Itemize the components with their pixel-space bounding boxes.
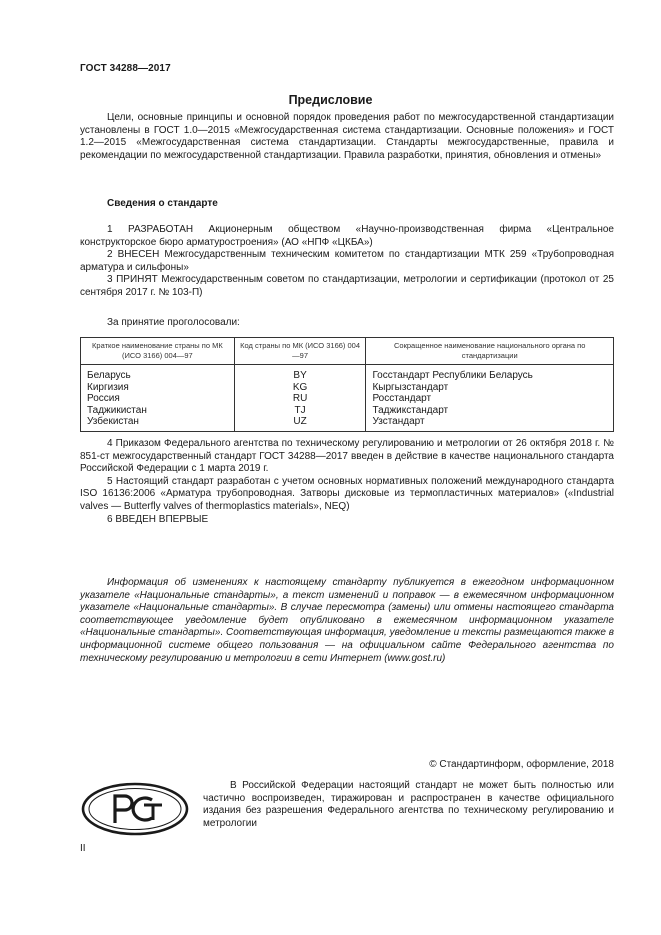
list-item: 6 ВВЕДЕН ВПЕРВЫЕ	[107, 513, 209, 525]
table-row	[81, 382, 614, 394]
legal-notice	[203, 780, 614, 830]
rst-mark-icon	[81, 782, 189, 836]
legal-paragraph: В Российской Федерации настоящий стандарт не может быть полностью или частично воспроизведен, тиражирован и распространен в качестве официального издания без разрешения Федерального агентства по техническому регулированию и метрологии	[203, 780, 614, 829]
cell-body: Таджикстандарт	[366, 405, 614, 417]
column-header-code: Код страны по МК (ИСО 3166) 004—97	[234, 338, 366, 365]
cell-country: Россия	[81, 393, 235, 405]
intro-paragraph: Цели, основные принципы и основной порядок проведения работ по межгосударственной стандартизации установлены в ГОСТ 1.0—2015 «Межгосударственная система стандартизации. Основные положения» и ГОСТ 1.2—2015 «Межгосударственная система стандартизации. Стандарты межгосударственные, правила и рекомендации по межгосударственной стандартизации. Правила разработки, принятия, обновления и отмены»	[80, 112, 614, 161]
table-row	[81, 365, 614, 382]
list-item: 5 Настоящий стандарт разработан с учетом основных нормативных положений международного стандарта ISO 16136:2006 «Арматура трубопроводная. Затворы дисковые из термопластичных материалов» («Industrial valves — Butterfly valves of thermoplastics materials», NEQ)	[80, 475, 614, 512]
cell-country: Киргизия	[81, 382, 235, 394]
cell-country: Узбекистан	[81, 416, 235, 431]
voting-table	[80, 337, 614, 432]
standard-info-list	[80, 224, 614, 300]
cell-body: Госстандарт Республики Беларусь	[366, 365, 614, 382]
cell-body: Кыргызстандарт	[366, 382, 614, 394]
table-row	[81, 393, 614, 405]
document-code: ГОСТ 34288—2017	[80, 63, 171, 74]
cell-code: UZ	[234, 416, 366, 431]
column-header-body: Сокращенное наименование национального органа по стандартизации	[366, 338, 614, 365]
cell-code: RU	[234, 393, 366, 405]
cell-code: BY	[234, 365, 366, 382]
cell-country: Беларусь	[81, 365, 235, 382]
cell-body: Росстандарт	[366, 393, 614, 405]
column-header-country: Краткое наименование страны по МК (ИСО 3166) 004—97	[81, 338, 235, 365]
adoption-info-list	[80, 438, 614, 526]
list-item: 3 ПРИНЯТ Межгосударственным советом по стандартизации, метрологии и сертификации (протокол от 25 сентября 2017 г. № 103-П)	[80, 274, 614, 298]
votes-label: За принятие проголосовали:	[107, 317, 240, 328]
changes-info-block	[80, 577, 614, 665]
table-row	[81, 405, 614, 417]
copyright-notice: © Стандартинформ, оформление, 2018	[429, 759, 614, 770]
cell-country: Таджикистан	[81, 405, 235, 417]
table-row	[81, 416, 614, 431]
section-subtitle: Сведения о стандарте	[107, 198, 218, 209]
table-header-row	[81, 338, 614, 365]
intro-block	[80, 112, 614, 162]
changes-info-paragraph: Информация об изменениях к настоящему стандарту публикуется в ежегодном информационном указателе «Национальные стандарты», а текст изменений и поправок — в ежемесячном информационном указателе «Национальные стандарты». В случае пересмотра (замены) или отмены настоящего стандарта соответствующее уведомление будет опубликовано в ежемесячном информационном указателе «Национальные стандарты». Соответствующая информация, уведомление и тексты размещаются также в информационной системе общего пользования — на официальном сайте Федерального агентства по техническому регулированию и метрологии в сети Интернет (www.gost.ru)	[80, 577, 614, 664]
list-item: 2 ВНЕСЕН Межгосударственным техническим комитетом по стандартизации МТК 259 «Трубопроводная арматура и сильфоны»	[80, 249, 614, 273]
page-title: Предисловие	[288, 93, 373, 107]
cell-body: Узстандарт	[366, 416, 614, 431]
list-item: 4 Приказом Федерального агентства по техническому регулированию и метрологии от 26 октября 2018 г. № 851-ст межгосударственный стандарт ГОСТ 34288—2017 введен в действие в качестве национального стандарта Российской Федерации с 1 марта 2019 г.	[80, 438, 614, 475]
list-item: 1 РАЗРАБОТАН Акционерным обществом «Научно-производственная фирма «Центральное конструкторское бюро арматуростроения» (АО «НПФ «ЦКБА»)	[80, 224, 614, 248]
page-number: II	[80, 843, 86, 854]
cell-code: KG	[234, 382, 366, 394]
cell-code: TJ	[234, 405, 366, 417]
